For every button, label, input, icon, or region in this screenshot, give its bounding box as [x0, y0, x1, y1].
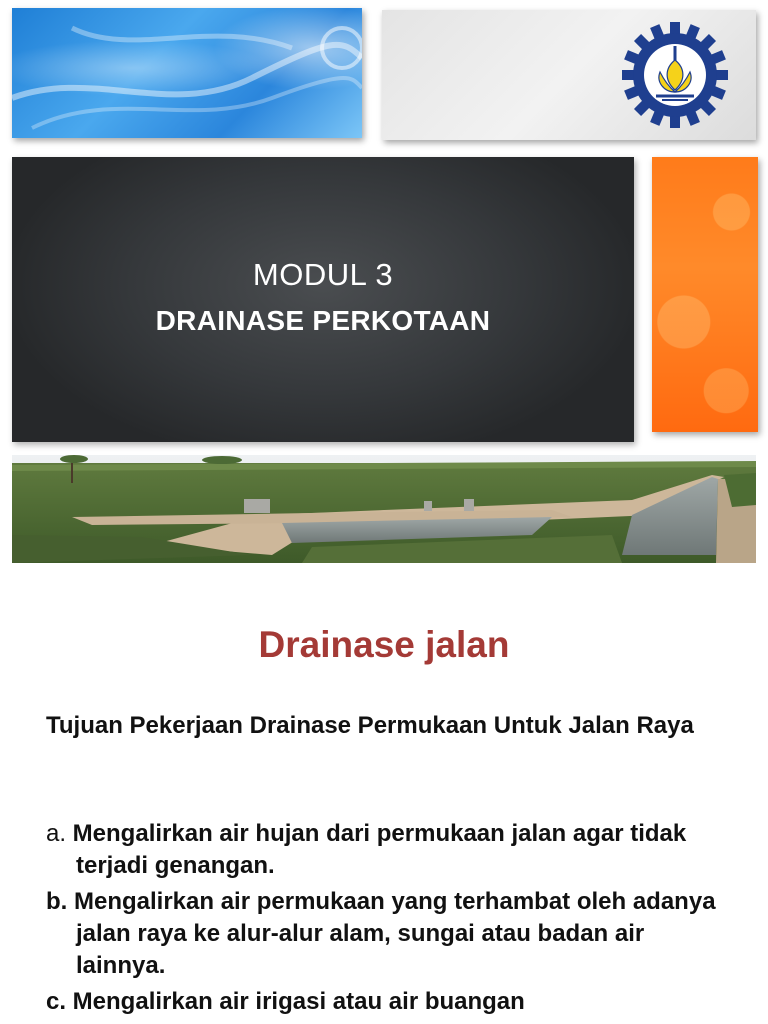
orange-decorative-tile — [652, 157, 758, 432]
list-marker: c. — [46, 988, 67, 1015]
blue-decorative-tile — [12, 8, 362, 138]
intro-paragraph — [46, 710, 736, 742]
title-panel — [12, 157, 634, 442]
list-marker: a. — [46, 820, 67, 847]
slide-heading: Drainase jalan — [258, 624, 510, 665]
module-title: MODUL 3 — [252, 257, 394, 292]
blue-swirl-pattern — [12, 8, 362, 138]
course-title: DRAINASE PERKOTAAN — [155, 305, 491, 336]
list-item-text: Mengalirkan air permukaan yang terhambat oleh adanya jalan raya ke alur-alur alam, sungai atau badan air lainnya. — [67, 888, 716, 979]
list-marker: b. — [46, 888, 68, 915]
list-item — [46, 886, 736, 982]
gray-logo-tile — [382, 10, 756, 140]
intro-text: Tujuan Pekerjaan Drainase Permukaan Untuk Jalan Raya — [46, 712, 694, 739]
purpose-list — [46, 818, 736, 1018]
list-item-text: Mengalirkan air hujan dari permukaan jalan agar tidak terjadi genangan. — [66, 820, 687, 879]
list-item — [46, 986, 736, 1018]
list-item — [46, 818, 736, 882]
content-slide — [0, 576, 768, 1024]
irrigation-canal-photo — [12, 455, 756, 563]
list-item-text: Mengalirkan air irigasi atau air buangan — [66, 988, 525, 1015]
its-gear-logo-icon — [620, 20, 730, 130]
